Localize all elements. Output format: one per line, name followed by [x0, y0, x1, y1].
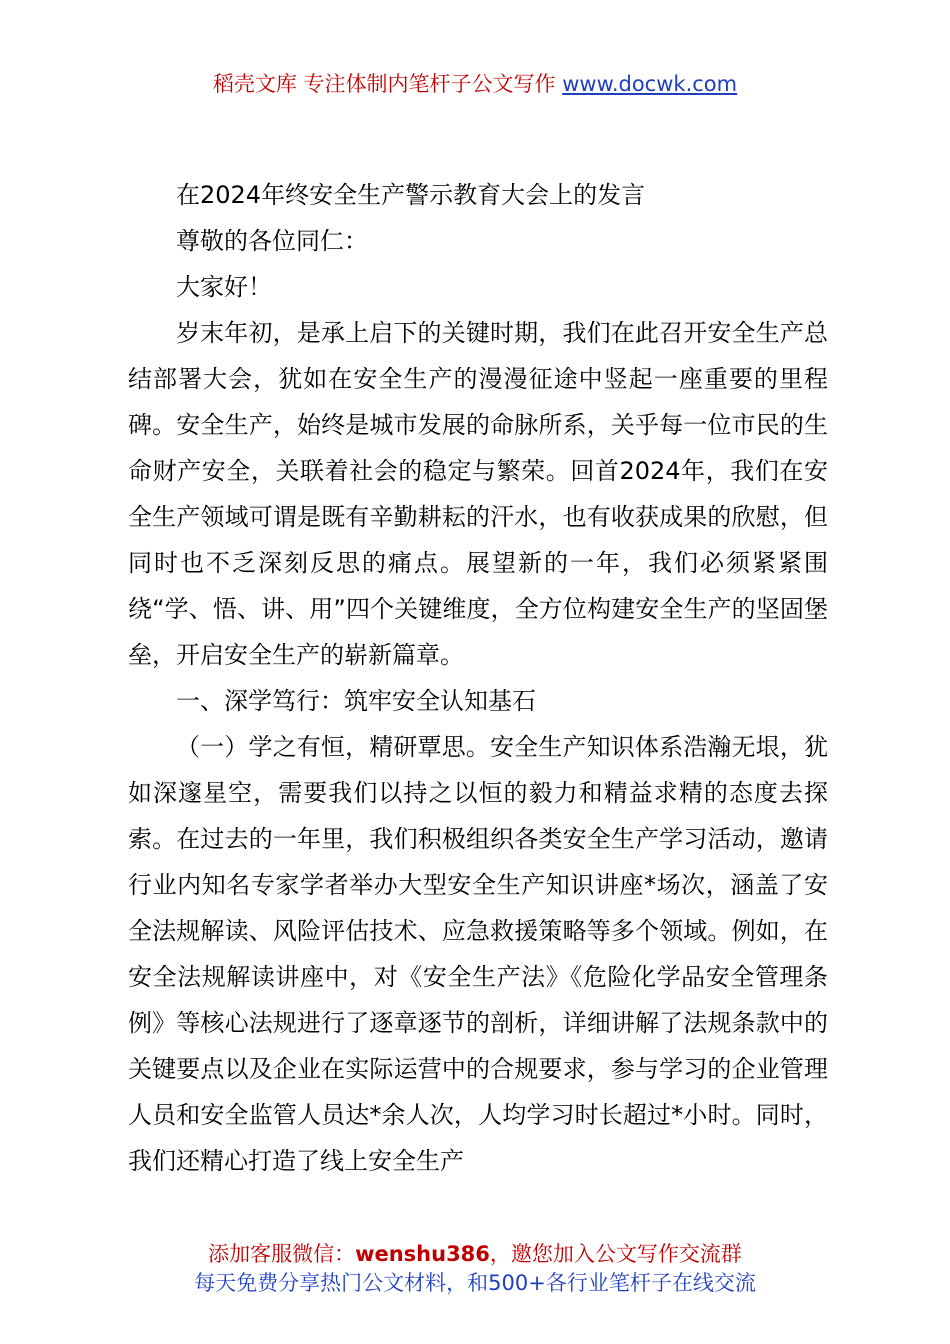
page-footer — [0, 1240, 950, 1298]
site-name: 稻壳文库 专注体制内笔杆子公文写作 — [212, 72, 563, 96]
footer-wechat-suffix: ，邀您加入公文写作交流群 — [489, 1242, 742, 1266]
footer-line-2: 每天免费分享热门公文材料，和500+各行业笔杆子在线交流 — [194, 1271, 756, 1295]
section-heading: 一、深学笃行：筑牢安全认知基石 — [176, 687, 536, 715]
intro-paragraph: 岁末年初，是承上启下的关键时期，我们在此召开安全生产总结部署大会，犹如在安全生产的漫漫征途中竖起一座重要的里程碑。安全生产，始终是城市发展的命脉所系，关乎每一位市民的生命财产安全，关联着社会的稳定与繁荣。回首2024年，我们在安全生产领域可谓是既有辛勤耕耘的汗水，也有收获成果的欣慰，但同时也不乏深刻反思的痛点。展望新的一年，我们必须紧紧围绕“学、悟、讲、用”四个关键维度，全方位构建安全生产的坚固堡垒，开启安全生产的崭新篇章。 — [128, 319, 828, 669]
salutation: 尊敬的各位同仁： — [176, 227, 368, 255]
body-paragraph: （一）学之有恒，精研覃思。安全生产知识体系浩瀚无垠，犹如深邃星空，需要我们以持之以恒的毅力和精益求精的态度去探索。在过去的一年里，我们积极组织各类安全生产学习活动，邀请行业内知名专家学者举办大型安全生产知识讲座*场次，涵盖了安全法规解读、风险评估技术、应急救援策略等多个领域。例如，在安全法规解读讲座中，对《安全生产法》《危险化学品安全管理条例》等核心法规进行了逐章逐节的剖析，详细讲解了法规条款中的关键要点以及企业在实际运营中的合规要求，参与学习的企业管理人员和安全监管人员达*余人次，人均学习时长超过*小时。同时，我们还精心打造了线上安全生产 — [128, 733, 828, 1175]
page-header — [0, 70, 950, 98]
document-title: 在2024年终安全生产警示教育大会上的发言 — [176, 181, 646, 209]
footer-line-1 — [0, 1240, 950, 1269]
document-body — [128, 172, 828, 1184]
greeting: 大家好！ — [176, 273, 272, 301]
site-url-link[interactable]: www.docwk.com — [562, 72, 738, 96]
wechat-id: wenshu386 — [355, 1242, 490, 1266]
footer-wechat-prefix: 添加客服微信： — [208, 1242, 356, 1266]
